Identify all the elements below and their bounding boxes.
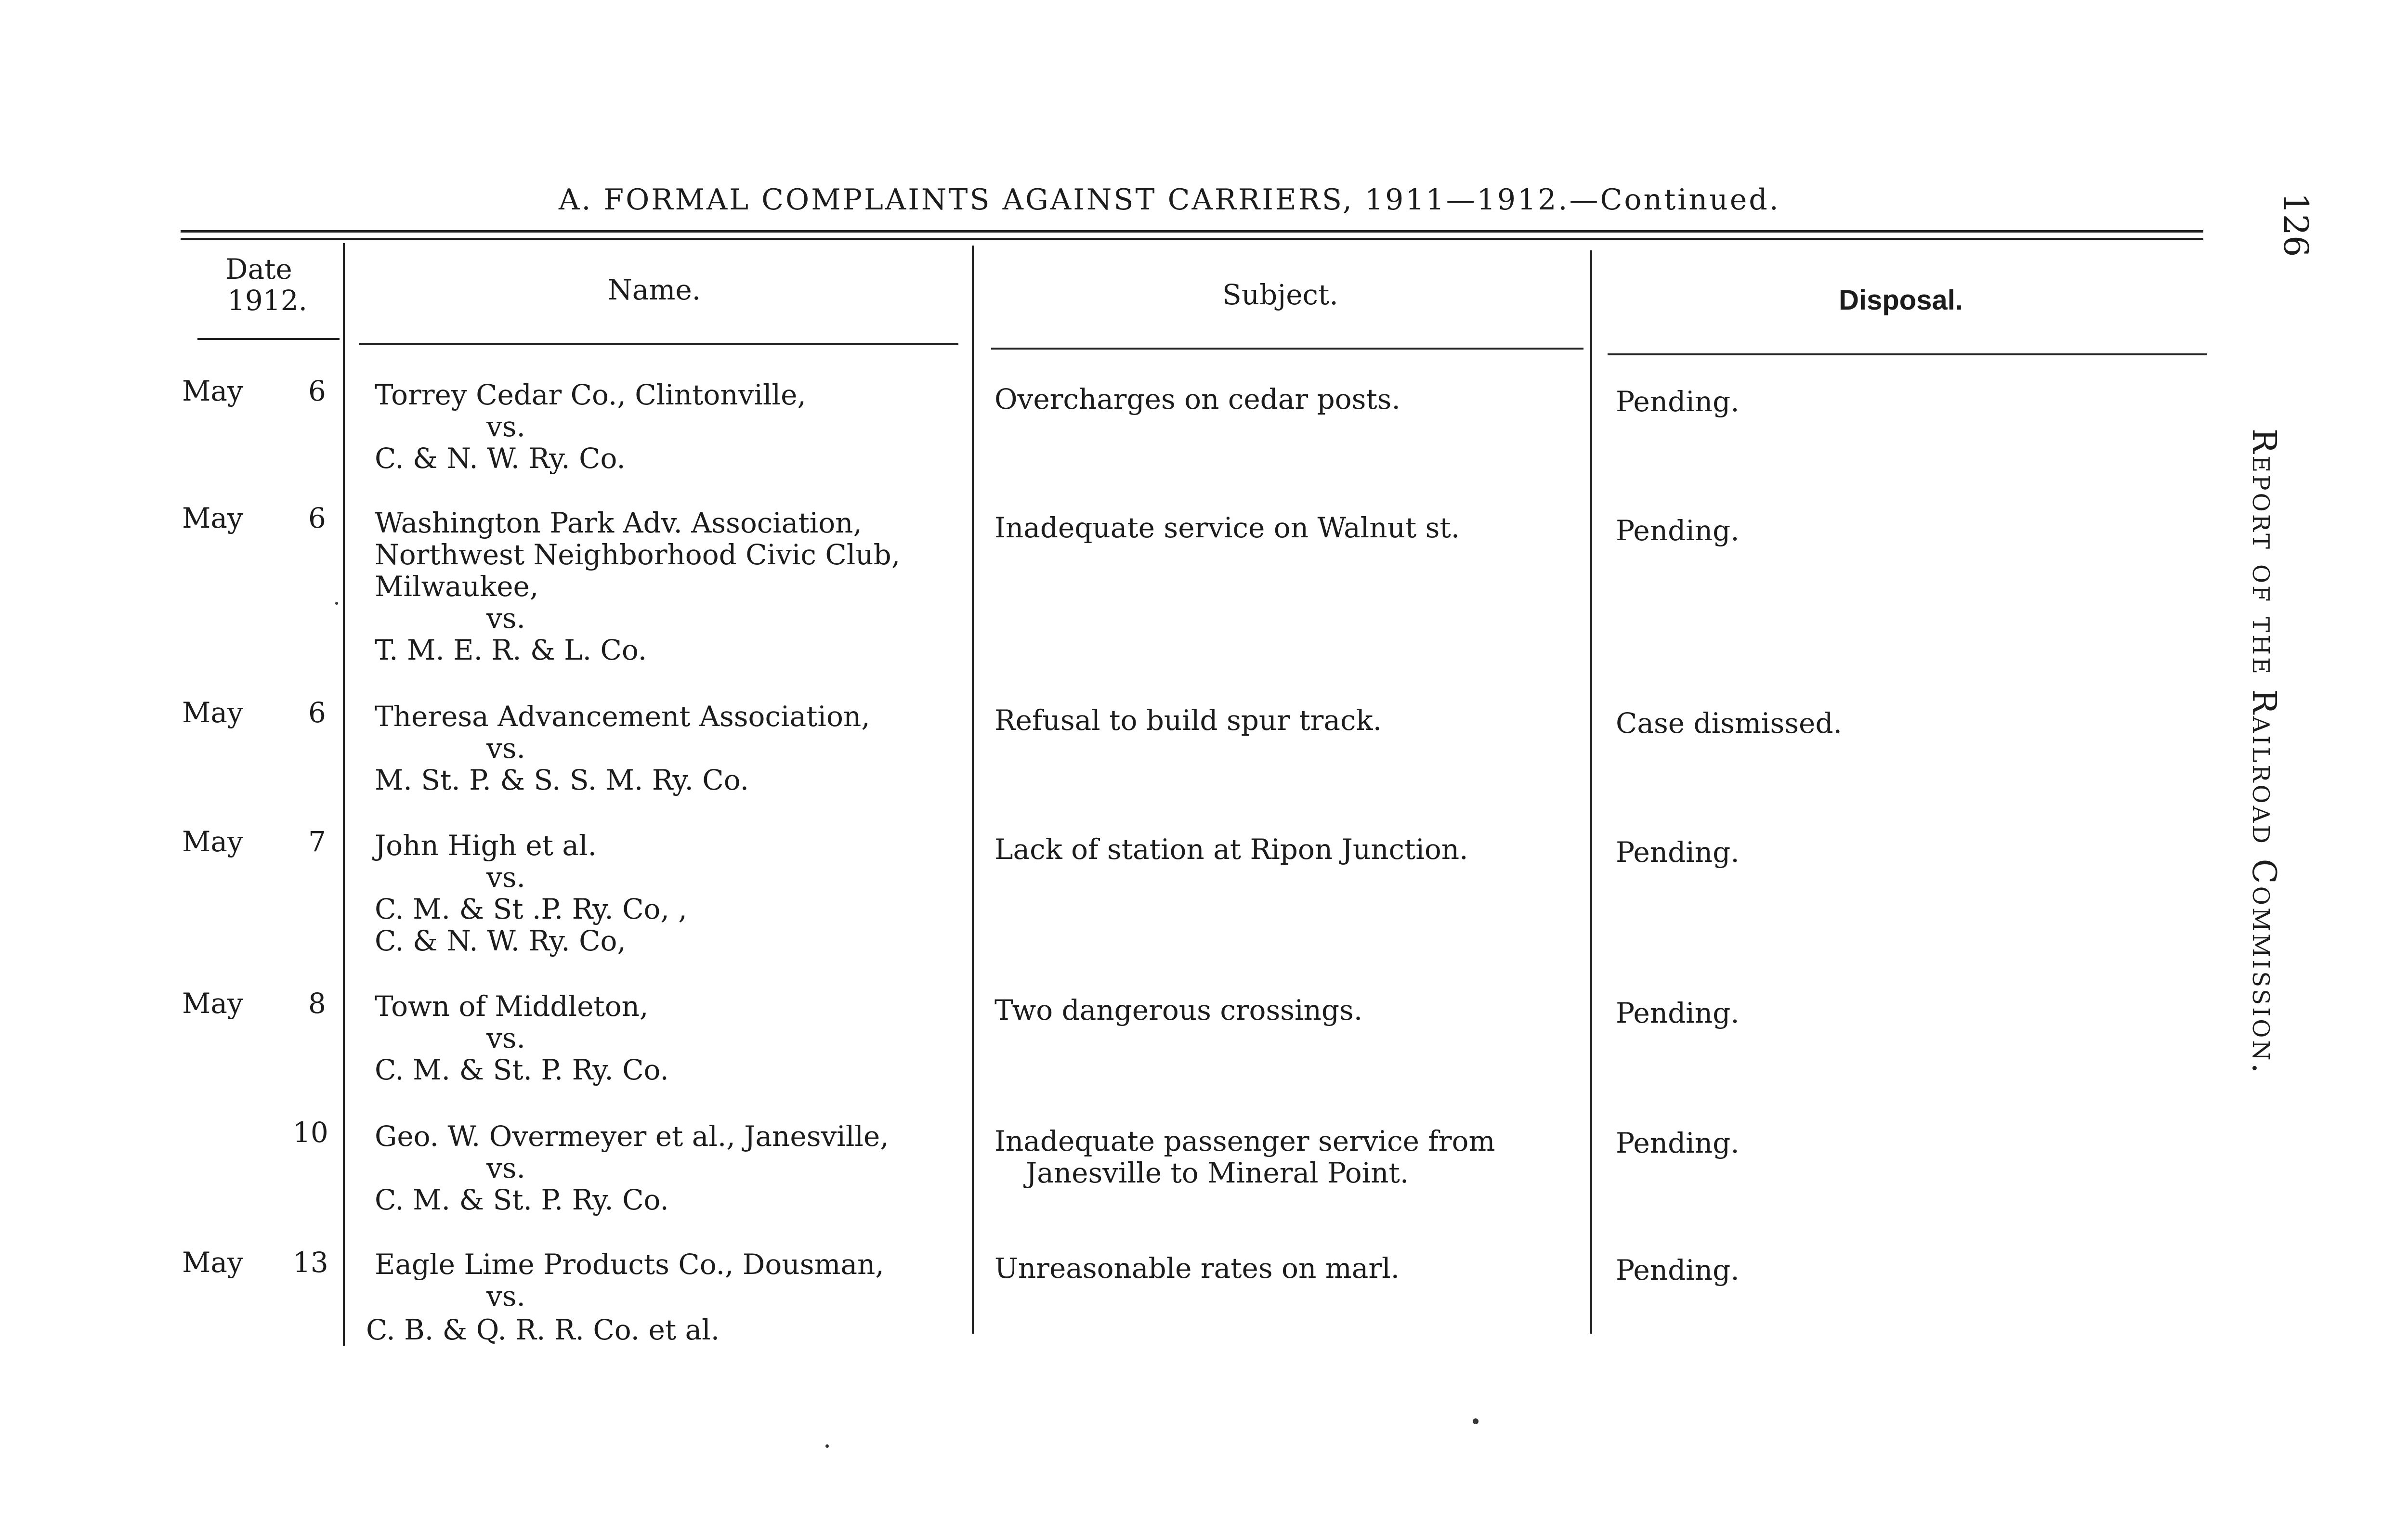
row-1-vs: vs. <box>486 410 525 443</box>
row-4-disposal: Pending. <box>1616 836 1740 869</box>
row-3-month: May <box>182 696 243 729</box>
row-6-vs: vs. <box>486 1152 525 1184</box>
row-2-disposal: Pending. <box>1616 514 1740 547</box>
header-rule-date <box>197 338 340 340</box>
row-7-month: May <box>182 1246 243 1279</box>
row-2-complainant-line-2: Northwest Neighborhood Civic Club, <box>375 538 901 571</box>
row-1-defendant: C. & N. W. Ry. Co. <box>375 442 626 475</box>
row-2-day: 6 <box>308 502 326 534</box>
header-rule-name <box>359 343 958 345</box>
row-6-disposal: Pending. <box>1616 1127 1740 1159</box>
row-5-vs: vs. <box>486 1022 525 1054</box>
row-4-defendant-line-1: C. M. & St .P. Ry. Co, , <box>375 893 687 925</box>
row-6-day: 10 <box>293 1116 328 1149</box>
row-4-subject: Lack of station at Ripon Junction. <box>995 833 1468 866</box>
row-5-month: May <box>182 987 243 1020</box>
row-1-complainant: Torrey Cedar Co., Clintonville, <box>375 378 806 411</box>
row-1-disposal: Pending. <box>1616 385 1740 418</box>
row-1-subject: Overcharges on cedar posts. <box>995 383 1400 416</box>
row-2-vs: vs. <box>486 602 525 635</box>
row-5-complainant: Town of Middleton, <box>375 990 649 1023</box>
row-4-defendant-line-2: C. & N. W. Ry. Co, <box>375 924 626 957</box>
row-2-complainant-line-1: Washington Park Adv. Association, <box>375 507 862 539</box>
header-name: Name. <box>608 273 701 306</box>
row-4-complainant: John High et al. <box>375 829 597 862</box>
row-3-subject: Refusal to build spur track. <box>995 704 1382 737</box>
row-6-defendant: C. M. & St. P. Ry. Co. <box>375 1183 669 1216</box>
column-divider-name <box>972 246 974 1334</box>
row-3-defendant: M. St. P. & S. S. M. Ry. Co. <box>375 764 749 796</box>
top-rule-1 <box>181 230 2203 233</box>
top-rule-2 <box>181 238 2203 240</box>
row-3-complainant: Theresa Advancement Association, <box>375 700 870 733</box>
row-1-day: 6 <box>308 375 326 407</box>
header-date-line2: 1912. <box>227 284 308 317</box>
header-rule-subject <box>991 348 1584 350</box>
print-speck <box>335 602 338 605</box>
row-7-subject: Unreasonable rates on marl. <box>995 1252 1400 1285</box>
row-2-month: May <box>182 502 243 534</box>
row-7-disposal: Pending. <box>1616 1254 1740 1286</box>
print-speck <box>1473 1418 1479 1424</box>
row-2-complainant-line-3: Milwaukee, <box>375 570 539 603</box>
column-divider-subject <box>1590 250 1592 1334</box>
header-date-line1: Date <box>225 253 292 286</box>
row-7-day: 13 <box>293 1246 328 1279</box>
page-number: 126 <box>2276 193 2316 257</box>
row-5-subject: Two dangerous crossings. <box>995 994 1363 1026</box>
row-6-subject-line-2: Janesville to Mineral Point. <box>1026 1156 1409 1189</box>
row-7-complainant: Eagle Lime Products Co., Dousman, <box>375 1248 884 1281</box>
header-subject: Subject. <box>1222 278 1338 311</box>
row-7-defendant: C. B. & Q. R. R. Co. et al. <box>366 1313 720 1346</box>
row-4-month: May <box>182 825 243 858</box>
row-5-defendant: C. M. & St. P. Ry. Co. <box>375 1053 669 1086</box>
header-rule-disposal <box>1608 353 2207 355</box>
row-3-vs: vs. <box>486 732 525 765</box>
row-2-defendant: T. M. E. R. & L. Co. <box>375 634 647 666</box>
header-disposal: Disposal. <box>1839 285 1963 316</box>
row-6-subject-line-1: Inadequate passenger service from <box>995 1125 1495 1157</box>
print-speck <box>825 1444 829 1448</box>
table-title: A. FORMAL COMPLAINTS AGAINST CARRIERS, 1911—1912.—Continued. <box>559 183 1780 217</box>
row-1-month: May <box>182 375 243 407</box>
row-4-vs: vs. <box>486 861 525 894</box>
row-3-day: 6 <box>308 696 326 729</box>
row-2-subject: Inadequate service on Walnut st. <box>995 511 1460 544</box>
row-7-vs: vs. <box>486 1280 525 1312</box>
running-head: Report of the Railroad Commission. <box>2245 429 2283 1076</box>
column-divider-date <box>343 243 345 1346</box>
row-6-complainant: Geo. W. Overmeyer et al., Janesville, <box>375 1120 889 1153</box>
row-5-day: 8 <box>308 987 326 1020</box>
row-5-disposal: Pending. <box>1616 997 1740 1029</box>
row-4-day: 7 <box>308 825 326 858</box>
row-3-disposal: Case dismissed. <box>1616 707 1842 740</box>
